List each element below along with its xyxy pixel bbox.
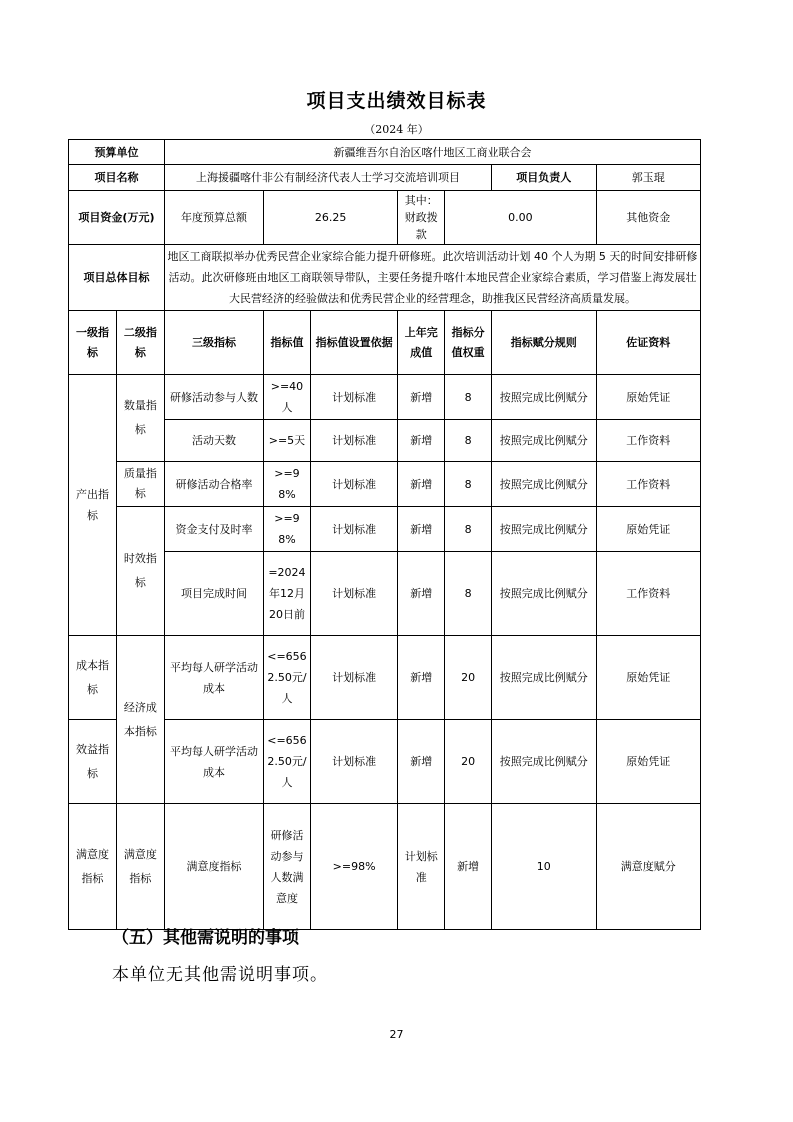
indicator-rule: 按照完成比例赋分 <box>492 375 596 420</box>
indicator-prev: 新增 <box>398 375 445 420</box>
budget-unit-value: 新疆维吾尔自治区喀什地区工商业联合会 <box>164 140 700 165</box>
indicator-weight: 新增 <box>445 804 492 930</box>
indicator-name: 研修活动合格率 <box>164 462 263 507</box>
project-name-value: 上海援疆喀什非公有制经济代表人士学习交流培训项目 <box>164 165 491 191</box>
col-level3: 三级指标 <box>164 311 263 375</box>
year-label: （2024 年） <box>364 123 429 136</box>
col-level2: 二级指标 <box>116 311 164 375</box>
page-number: 27 <box>389 1028 404 1041</box>
group-quantity: 数量指标 <box>116 375 164 462</box>
group-satisfaction-sub: 满意度指标 <box>116 804 164 930</box>
budget-unit-label: 预算单位 <box>69 140 165 165</box>
indicator-prev: 新增 <box>398 636 445 720</box>
indicator-rule: 按照完成比例赋分 <box>492 636 596 720</box>
col-rule: 指标赋分规则 <box>492 311 596 375</box>
indicator-prev: 新增 <box>398 462 445 507</box>
group-output: 产出指标 <box>69 375 117 636</box>
col-weight: 指标分值权重 <box>445 311 492 375</box>
indicator-name: 平均每人研学活动成本 <box>164 720 263 804</box>
indicator-value: <=6562.50元/人 <box>264 720 311 804</box>
group-benefit: 效益指标 <box>69 720 117 804</box>
indicator-evidence: 原始凭证 <box>596 375 700 420</box>
indicator-weight: 20 <box>445 636 492 720</box>
section-text: 本单位无其他需说明事项。 <box>112 965 328 985</box>
goal-text: 地区工商联拟举办优秀民营企业家综合能力提升研修班。此次培训活动计划 40 个人为期 5 天的时间安排研修活动。此次研修班由地区工商联领导带队，主要任务提升喀什本地民营企业家综合素质，学习借鉴上海发展壮大民营经济的经验做法和优秀民营企业的经营理念，助推我区民营经济高质量发展。 <box>164 245 700 311</box>
indicator-value: 研修活动参与人数满意度 <box>264 804 311 930</box>
indicator-value: >=40人 <box>264 375 311 420</box>
table-row <box>69 507 701 552</box>
indicator-weight: 8 <box>445 462 492 507</box>
fiscal-funds-label: 其中：财政拨款 <box>398 191 445 245</box>
indicator-evidence: 原始凭证 <box>596 636 700 720</box>
col-basis: 指标值设置依据 <box>310 311 397 375</box>
indicator-evidence: 原始凭证 <box>596 507 700 552</box>
goal-label: 项目总体目标 <box>69 245 165 311</box>
other-funds-label: 其他资金 <box>596 191 700 245</box>
project-lead-value: 郭玉琨 <box>596 165 700 191</box>
indicator-rule: 按照完成比例赋分 <box>492 420 596 462</box>
indicator-rule: 按照完成比例赋分 <box>492 507 596 552</box>
indicator-rule: 按照完成比例赋分 <box>492 462 596 507</box>
indicator-name: 满意度指标 <box>164 804 263 930</box>
table-row <box>69 804 701 930</box>
indicator-value: >=5天 <box>264 420 311 462</box>
table-row <box>69 636 701 720</box>
indicator-value: >=98% <box>264 462 311 507</box>
group-econ-cost: 经济成本指标 <box>116 636 164 804</box>
col-prev-value: 上年完成值 <box>398 311 445 375</box>
group-satisfaction: 满意度指标 <box>69 804 117 930</box>
indicator-name: 项目完成时间 <box>164 552 263 636</box>
indicator-name: 研修活动参与人数 <box>164 375 263 420</box>
indicator-evidence: 工作资料 <box>596 462 700 507</box>
indicator-rule: 按照完成比例赋分 <box>492 720 596 804</box>
indicator-basis: 计划标准 <box>310 375 397 420</box>
indicator-basis: 计划标准 <box>310 462 397 507</box>
indicator-prev: 新增 <box>398 552 445 636</box>
indicator-name: 资金支付及时率 <box>164 507 263 552</box>
indicator-basis: 计划标准 <box>310 636 397 720</box>
col-evidence: 佐证资料 <box>596 311 700 375</box>
funds-label: 项目资金(万元) <box>69 191 165 245</box>
indicator-prev: 新增 <box>398 420 445 462</box>
indicator-basis: 计划标准 <box>310 552 397 636</box>
project-name-label: 项目名称 <box>69 165 165 191</box>
indicator-rule: 10 <box>492 804 596 930</box>
group-quality: 质量指标 <box>116 462 164 507</box>
annual-budget-label: 年度预算总额 <box>164 191 263 245</box>
indicator-evidence: 工作资料 <box>596 420 700 462</box>
table-row <box>69 375 701 420</box>
fiscal-funds-value: 0.00 <box>445 191 596 245</box>
indicator-prev: 计划标准 <box>398 804 445 930</box>
col-level1: 一级指标 <box>69 311 117 375</box>
table-row <box>69 462 701 507</box>
page-title: 项目支出绩效目标表 <box>306 90 487 112</box>
section-heading: （五）其他需说明的事项 <box>112 928 299 948</box>
indicator-weight: 8 <box>445 507 492 552</box>
indicator-prev: 新增 <box>398 507 445 552</box>
indicator-evidence: 原始凭证 <box>596 720 700 804</box>
indicator-basis: >=98% <box>310 804 397 930</box>
indicator-rule: 按照完成比例赋分 <box>492 552 596 636</box>
indicator-weight: 8 <box>445 375 492 420</box>
indicator-weight: 8 <box>445 420 492 462</box>
project-lead-label: 项目负责人 <box>492 165 596 191</box>
indicator-weight: 20 <box>445 720 492 804</box>
indicator-name: 平均每人研学活动成本 <box>164 636 263 720</box>
indicator-basis: 计划标准 <box>310 420 397 462</box>
indicator-evidence: 满意度赋分 <box>596 804 700 930</box>
group-cost: 成本指标 <box>69 636 117 720</box>
indicator-value: >=98% <box>264 507 311 552</box>
indicator-evidence: 工作资料 <box>596 552 700 636</box>
group-timeliness: 时效指标 <box>116 507 164 636</box>
performance-target-table <box>68 139 701 930</box>
annual-budget-value: 26.25 <box>264 191 398 245</box>
indicator-basis: 计划标准 <box>310 720 397 804</box>
indicator-basis: 计划标准 <box>310 507 397 552</box>
col-value: 指标值 <box>264 311 311 375</box>
indicator-value: <=6562.50元/人 <box>264 636 311 720</box>
indicator-weight: 8 <box>445 552 492 636</box>
indicator-name: 活动天数 <box>164 420 263 462</box>
indicator-value: =2024年12月20日前 <box>264 552 311 636</box>
indicator-prev: 新增 <box>398 720 445 804</box>
